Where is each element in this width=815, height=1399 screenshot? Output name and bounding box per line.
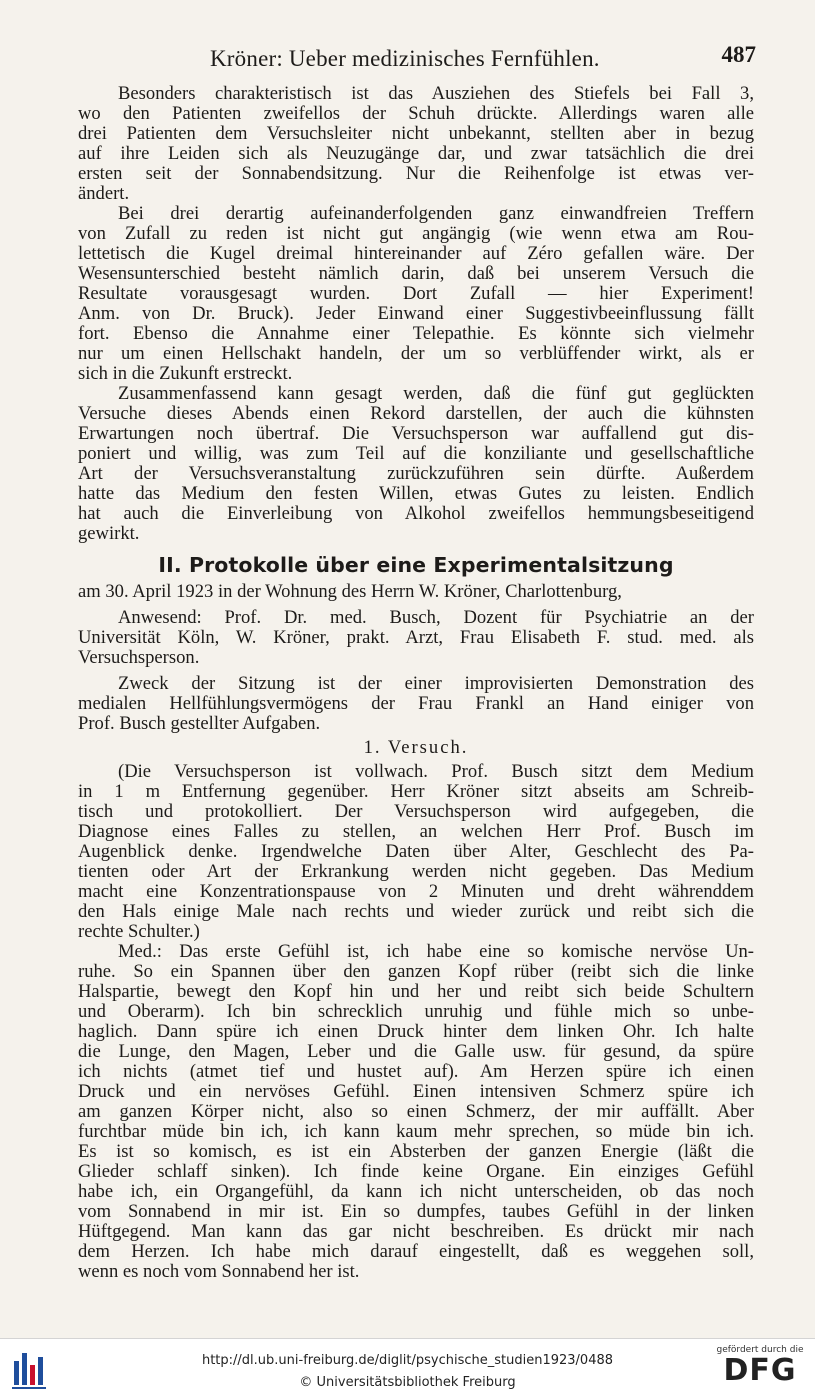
medium-statement (78, 942, 754, 1282)
purpose-paragraph (78, 674, 754, 734)
text-line: Universität Köln, W. Kröner, prakt. Arzt, Frau Elisabeth F. stud. med. als (78, 628, 754, 648)
text-line: vom Sonnabend in mir ist. Ein so dumpfes, taubes Gefühl in der linken (78, 1202, 754, 1222)
text-line: fort. Ebenso die Annahme einer Telepathie. Es könnte sich vielmehr (78, 324, 754, 344)
text-line: Zusammenfassend kann gesagt werden, daß die fünf gut geglückten (118, 384, 754, 404)
text-line: Bei drei derartig aufeinanderfolgenden ganz einwandfreien Treffern (118, 204, 754, 224)
text-line: Versuche dieses Abends einen Rekord darstellen, der auch die kühnsten (78, 404, 754, 424)
text-line: ersten seit der Sonnabendsitzung. Nur die Reihenfolge ist etwas ver- (78, 164, 754, 184)
text-line: Es ist so komisch, es ist ein Absterben der ganzen Energie (läßt die (78, 1142, 754, 1162)
text-line: nur um einen Hellschakt handeln, der um so verblüffender wirkt, als er (78, 344, 754, 364)
text-line: Erwartungen noch übertraf. Die Versuchsperson war auffallend gut dis- (78, 424, 754, 444)
text-line: Anwesend: Prof. Dr. med. Busch, Dozent für Psychiatrie an der (118, 608, 754, 628)
text-line: lettetisch die Kugel dreimal hintereinander auf Zéro gefallen wäre. Der (78, 244, 754, 264)
text-line: macht eine Konzentrationspause von 2 Minuten und dreht währenddem (78, 882, 754, 902)
text-line: gewirkt. (78, 524, 140, 544)
text-line: Med.: Das erste Gefühl ist, ich habe eine so komische nervöse Un- (118, 942, 754, 962)
running-title: Kröner: Ueber medizinisches Fernfühlen. (210, 46, 600, 71)
text-line: Versuchsperson. (78, 648, 200, 668)
text-line: (Die Versuchsperson ist vollwach. Prof. Busch sitzt dem Medium (118, 762, 754, 782)
text-line: auf ihre Leiden sich als Neuzugänge dar, und zwar tatsächlich die drei (78, 144, 754, 164)
paragraph (78, 204, 754, 384)
body-text (78, 84, 754, 1282)
text-line: ruhe. So ein Spannen über den ganzen Kopf rüber (reibt sich die linke (78, 962, 754, 982)
text-line: poniert und willig, was zum Teil auf die konziliante und gesellschaftliche (78, 444, 754, 464)
text-line: am ganzen Körper nicht, also so einen Schmerz, der mir auffällt. Aber (78, 1102, 754, 1122)
text-line: die Lunge, den Magen, Leber und die Galle usw. für gesund, da spüre (78, 1042, 754, 1062)
dfg-logo-text: DFG (723, 1353, 797, 1388)
text-line: Hüftgegend. Man kann das gar nicht beschreiben. Es drückt mir nach (78, 1222, 754, 1242)
text-line: Druck und ein nervöses Gefühl. Einen intensiven Schmerz spüre ich (78, 1082, 754, 1102)
text-line: Resultate vorausgesagt wurden. Dort Zufall — hier Experiment! (78, 284, 754, 304)
setup-paragraph (78, 762, 754, 942)
text-line: Zweck der Sitzung ist der einer improvisierten Demonstration des (118, 674, 754, 694)
paragraph (78, 84, 754, 204)
text-line: in 1 m Entfernung gegenüber. Herr Kröner sitzt abseits am Schreib- (78, 782, 754, 802)
text-line: Diagnose eines Falles zu stellen, an welchen Herr Prof. Busch im (78, 822, 754, 842)
text-line: Glieder schlaff sinken). Ich finde keine Organe. Ein einziges Gefühl (78, 1162, 754, 1182)
dateline: am 30. April 1923 in der Wohnung des Herrn W. Kröner, Charlottenburg, (78, 582, 622, 602)
text-line: ändert. (78, 184, 130, 204)
attendees-paragraph (78, 608, 754, 668)
text-line: tienten oder Art der Erkrankung werden nicht gegeben. Das Medium (78, 862, 754, 882)
text-line: furchtbar müde bin ich, ich kann kaum mehr sprechen, so müde bin ich. (78, 1122, 754, 1142)
text-line: wo den Patienten zweifellos der Schuh drückte. Allerdings waren alle (78, 104, 754, 124)
text-line: Besonders charakteristisch ist das Ausziehen des Stiefels bei Fall 3, (118, 84, 754, 104)
page-header (78, 40, 758, 74)
paragraph (78, 384, 754, 544)
text-line: sich in die Zukunft erstreckt. (78, 364, 293, 384)
text-line: ich nichts (atmet tief und hustet auf). Am Herzen spüre ich einen (78, 1062, 754, 1082)
text-line: rechte Schulter.) (78, 922, 200, 942)
text-line: dem Herzen. Ich habe mich darauf eingestellt, daß es weggehen soll, (78, 1242, 754, 1262)
text-line: hatte das Medium den festen Willen, etwas Gutes zu leisten. Endlich (78, 484, 754, 504)
dfg-logo (715, 1345, 805, 1395)
text-line: Art der Versuchsveranstaltung zurückzuführen sein dürfte. Außerdem (78, 464, 754, 484)
text-line: den Hals einige Male nach rechts und wieder zurück und reibt sich die (78, 902, 754, 922)
text-line: drei Patienten dem Versuchsleiter nicht unbekannt, stellten aber in bezug (78, 124, 754, 144)
page-number: 487 (721, 42, 756, 67)
text-line: medialen Hellfühlungsvermögens der Frau Frankl an Hand einiger von (78, 694, 754, 714)
text-line: von Zufall zu reden ist nicht gut angängig (wie wenn etwa am Rou- (78, 224, 754, 244)
copyright-notice: © Universitätsbibliothek Freiburg (299, 1375, 516, 1390)
text-line: wenn es noch vom Sonnabend her ist. (78, 1262, 360, 1282)
viewer-footer (0, 1338, 815, 1399)
text-line: haglich. Dann spüre ich einen Druck hinter dem linken Ohr. Ich halte (78, 1022, 754, 1042)
text-line: Halspartie, bewegt den Kopf hin und her und reibt sich beide Schultern (78, 982, 754, 1002)
text-line: Wesensunterschied besteht nämlich darin, daß bei unserem Versuch die (78, 264, 754, 284)
text-line: tisch und protokolliert. Der Versuchsperson wird aufgegeben, die (78, 802, 754, 822)
permalink-url[interactable]: http://dl.ub.uni-freiburg.de/diglit/psychische_studien1923/0488 (201, 1353, 614, 1368)
text-line: Augenblick denke. Irgendwelche Daten über Alter, Geschlecht des Pa- (78, 842, 754, 862)
dfg-caption: gefördert durch die (716, 1345, 804, 1355)
text-line: hat auch die Einverleibung von Alkohol zweifellos hemmungsbeseitigend (78, 504, 754, 524)
text-line: Anm. von Dr. Bruck). Jeder Einwand einer Suggestivbeeinflussung fällt (78, 304, 754, 324)
text-line: Prof. Busch gestellter Aufgaben. (78, 714, 321, 734)
text-line: und Oberarm). Ich bin schrecklich unruhig und fühle mich so unbe- (78, 1002, 754, 1022)
experiment-title: 1. Versuch. (363, 737, 469, 758)
section-heading: II. Protokolle über eine Experimentalsitzung (158, 553, 674, 577)
text-line: habe ich, ein Organgefühl, da kann ich nicht unterscheiden, ob das noch (78, 1182, 754, 1202)
